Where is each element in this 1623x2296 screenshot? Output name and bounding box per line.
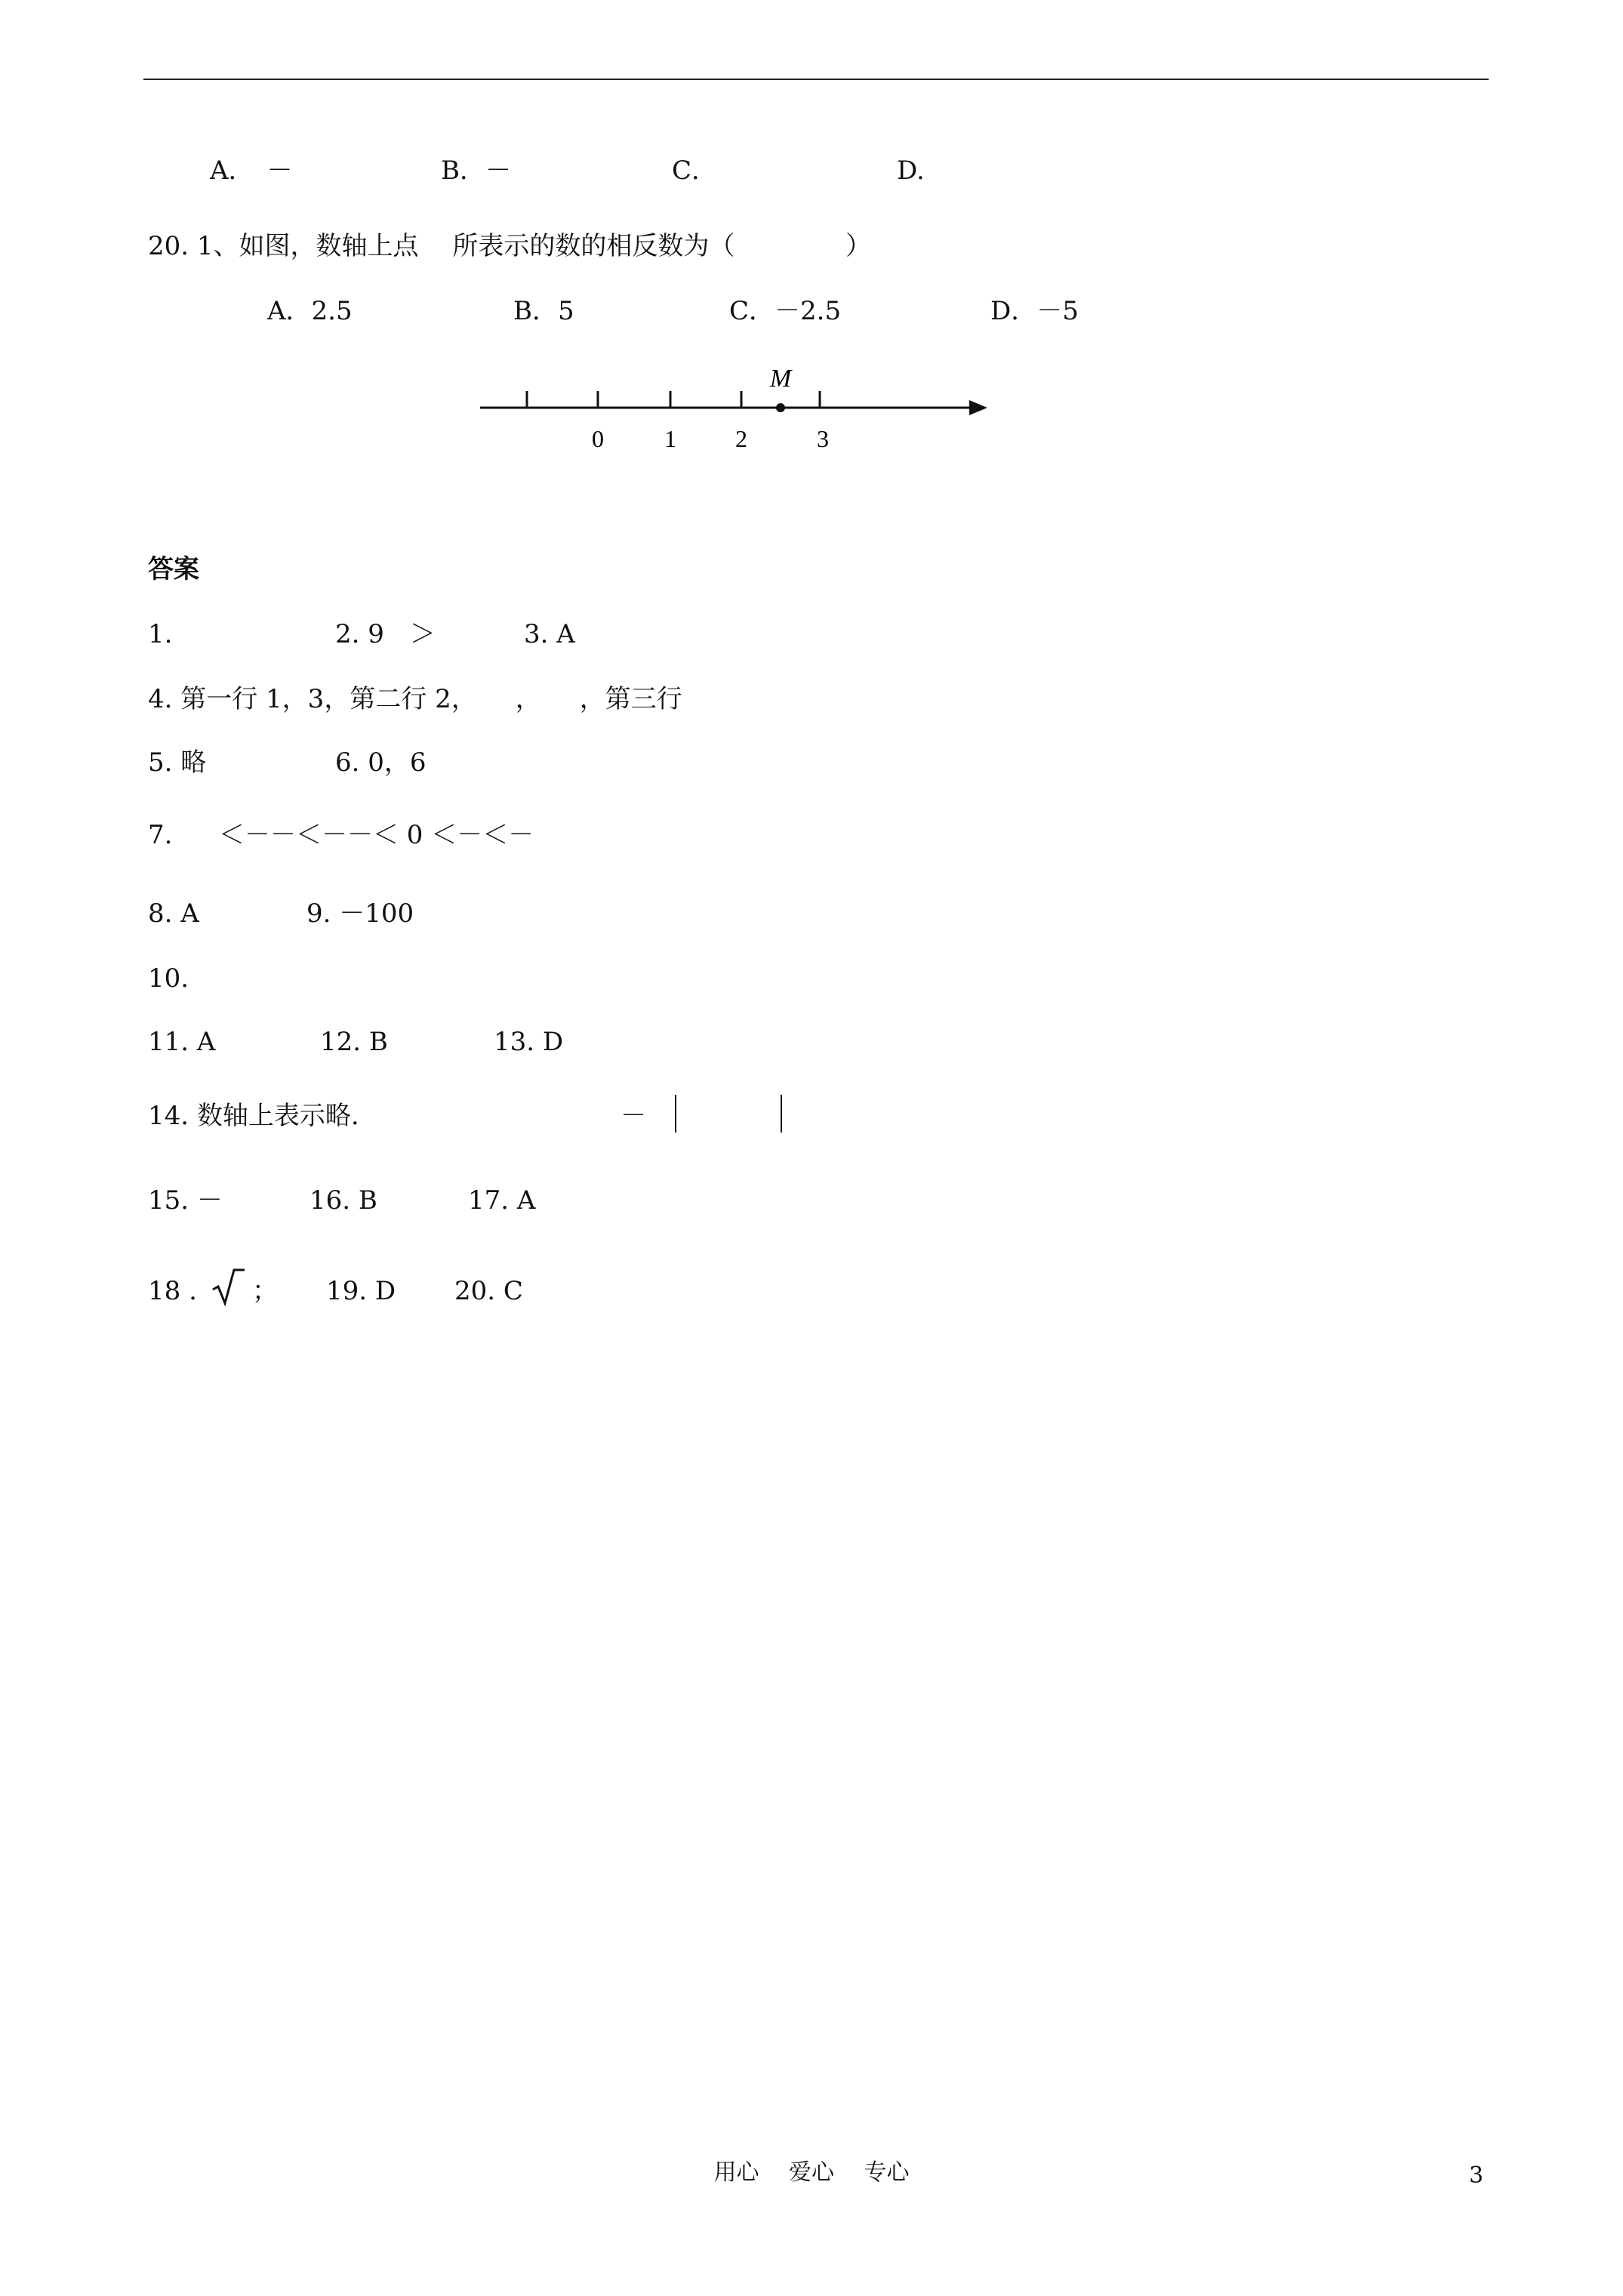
answer-10: 10. — [148, 963, 189, 994]
number-line-arrow — [969, 400, 987, 415]
answer-4: 4. 第一行 1，3，第二行 2， ， ，第三行 — [148, 684, 682, 714]
point-m-label: M — [769, 365, 792, 393]
answer-17: 17. A — [468, 1185, 536, 1216]
q19-choice-c: C． — [672, 156, 718, 186]
answer-1: 1. — [148, 619, 173, 649]
answer-20: 20. C — [454, 1276, 523, 1306]
q20-choice-a: A．2.5 — [267, 296, 353, 326]
page-number: 3 — [1469, 2162, 1484, 2189]
tick-label-2: 2 — [735, 425, 747, 452]
answer-2: 2. 9 ＞ — [335, 619, 436, 649]
q20-stem: 20. 1、如图，数轴上点 所表示的数的相反数为（ ） — [148, 231, 872, 261]
answer-13: 13. D — [494, 1027, 564, 1057]
tick-label-0: 0 — [592, 425, 604, 452]
absolute-value-bar-left — [675, 1095, 676, 1133]
q19-choice-a: A． － — [210, 156, 293, 186]
answer-8: 8. A — [148, 898, 199, 929]
answer-12: 12. B — [320, 1027, 388, 1057]
answers-heading: 答案 — [148, 554, 199, 584]
point-m-dot — [776, 403, 785, 412]
footer-motto: 用心 爱心 专心 — [713, 2159, 910, 2186]
header-rule — [143, 79, 1489, 80]
answer-14: 14. 数轴上表示略. — [148, 1101, 359, 1131]
answer-5: 5. 略 — [148, 747, 207, 778]
tick-label-3: 3 — [817, 425, 829, 452]
answer-19: 19. D — [326, 1276, 396, 1306]
square-root-icon — [211, 1267, 245, 1306]
q19-choice-b: B．－ — [441, 156, 511, 186]
q20-choice-b: B．5 — [513, 296, 574, 326]
absolute-value-bar-right — [781, 1095, 782, 1133]
number-line-figure — [468, 362, 996, 468]
answer-14-minus: － — [621, 1101, 646, 1131]
q20-choice-d: D．－5 — [990, 296, 1079, 326]
answer-6: 6. 0，6 — [335, 747, 427, 778]
q19-choice-d: D. — [897, 156, 925, 186]
q20-choice-c: C．－2.5 — [729, 296, 842, 326]
answer-18-semicolon: ； — [252, 1276, 278, 1306]
answer-7-ordering: ＜－－＜－－＜ 0 ＜－＜－ — [219, 820, 534, 850]
answer-18: 18 . — [148, 1276, 197, 1306]
tick-label-1: 1 — [664, 425, 676, 452]
answer-11: 11. A — [148, 1027, 216, 1057]
answer-15: 15. － — [148, 1185, 223, 1216]
answer-3: 3. A — [524, 619, 575, 649]
answer-9: 9. －100 — [306, 898, 414, 929]
answer-7-label: 7. — [148, 820, 173, 850]
answer-16: 16. B — [310, 1185, 377, 1216]
